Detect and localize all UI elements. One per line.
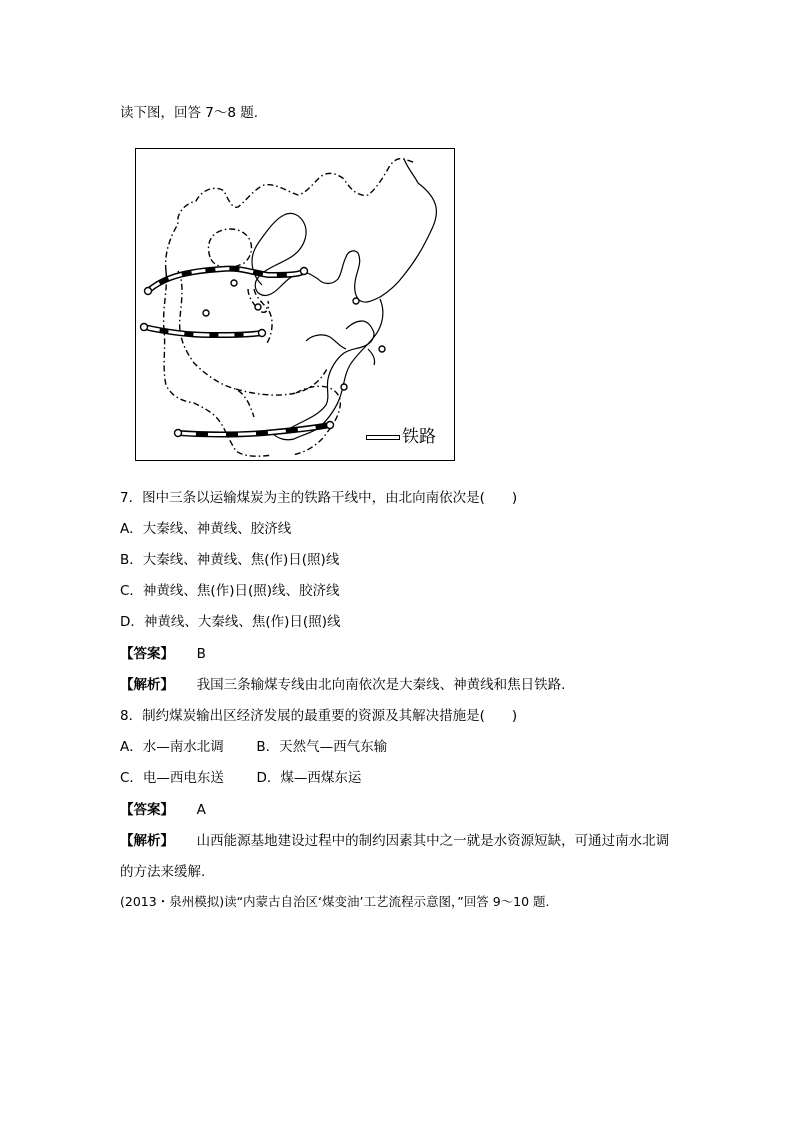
- next-questions-intro: (2013・泉州模拟)读“内蒙古自治区‘煤变油’工艺流程示意图，”回答 9～10 题.: [120, 894, 550, 909]
- question-8-options-row-1: [120, 738, 387, 756]
- question-7-analysis: [120, 676, 565, 694]
- question-8-analysis-line-2: 的方法来缓解.: [120, 864, 206, 880]
- question-8-option-a: A．水—南水北调: [120, 739, 224, 755]
- analysis-tag: 【解析】: [120, 833, 174, 849]
- railway-north: [148, 269, 304, 291]
- coal-railway-map: [135, 148, 455, 461]
- province-boundary-inner: [178, 271, 328, 417]
- coastline: [252, 159, 436, 440]
- answer-value: B: [196, 646, 206, 662]
- question-8-options-row-2: [120, 769, 361, 787]
- city-marker-4: [353, 298, 359, 304]
- intro-text: 读下图，回答 7～8 题.: [120, 105, 259, 121]
- province-boundary-outer: [164, 158, 416, 456]
- question-8-stem: 8．制约煤炭输出区经济发展的最重要的资源及其解决措施是( ): [120, 708, 518, 724]
- answer-tag: 【答案】: [120, 646, 174, 662]
- railway-legend-label: 铁路: [402, 427, 436, 447]
- bay-boundary: [306, 335, 375, 365]
- station-south-east: [327, 422, 334, 429]
- station-markers: [141, 268, 386, 437]
- station-middle-east: [259, 330, 266, 337]
- station-middle-west: [141, 324, 148, 331]
- question-7-answer: [120, 645, 206, 663]
- question-7-option-b: B．大秦线、神黄线、焦(作)日(照)线: [120, 552, 340, 568]
- station-north-west: [145, 288, 152, 295]
- answer-tag: 【答案】: [120, 802, 174, 818]
- railways: [144, 269, 330, 435]
- question-7-option-d: D．神黄线、大秦线、焦(作)日(照)线: [120, 614, 341, 630]
- station-south-west: [175, 430, 182, 437]
- province-boundary-east: [292, 386, 340, 455]
- question-8-option-c: C．电—西电东送: [120, 770, 224, 786]
- analysis-text: 我国三条输煤专线由北向南依次是大秦线、神黄线和焦日铁路.: [196, 677, 566, 693]
- question-8-answer: [120, 801, 206, 819]
- city-boundary: [208, 229, 251, 268]
- city-marker-5: [379, 346, 385, 352]
- question-8-analysis-line-1: [120, 832, 669, 850]
- station-north-east: [301, 268, 308, 275]
- map-drawing: [136, 149, 453, 459]
- question-7-option-a: A．大秦线、神黄线、胶济线: [120, 521, 292, 537]
- answer-value: A: [196, 802, 206, 818]
- city-marker-1: [231, 280, 237, 286]
- railway-legend-symbol: [366, 435, 400, 440]
- question-7-option-c: C．神黄线、焦(作)日(照)线、胶济线: [120, 583, 340, 599]
- railway-middle: [144, 327, 262, 335]
- city-marker-3: [203, 310, 209, 316]
- question-7-stem: 7．图中三条以运输煤炭为主的铁路干线中，由北向南依次是( ): [120, 490, 518, 506]
- city-marker-2: [255, 304, 261, 310]
- analysis-tag: 【解析】: [120, 677, 174, 693]
- question-8-option-b: B．天然气—西气东输: [256, 739, 388, 755]
- question-8-option-d: D．煤—西煤东运: [256, 770, 362, 786]
- analysis-text: 山西能源基地建设过程中的制约因素其中之一就是水资源短缺，可通过南水北调: [196, 833, 670, 849]
- map-legend: [366, 427, 448, 449]
- city-marker-6: [341, 384, 347, 390]
